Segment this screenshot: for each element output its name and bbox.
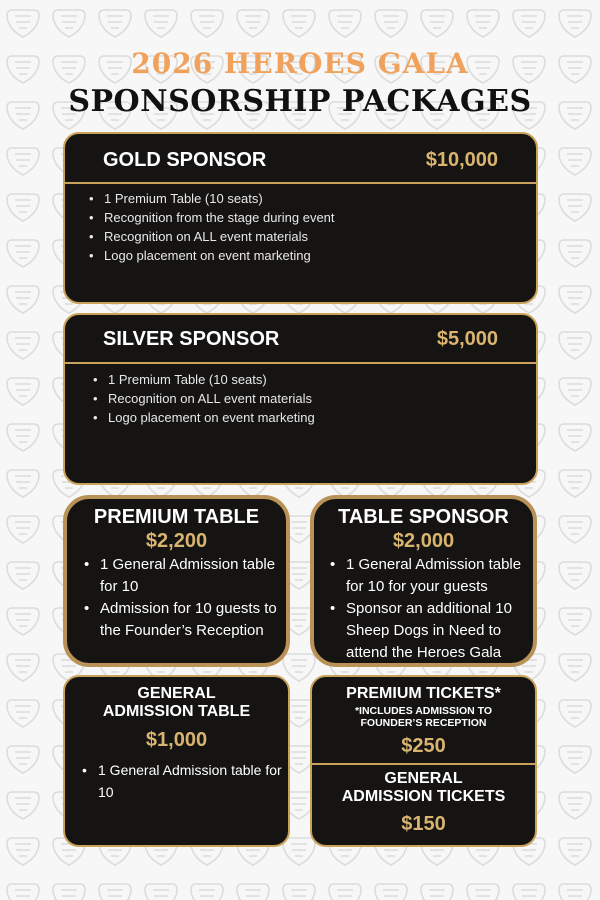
table-sponsor-card [310,495,537,667]
list-item: • Sponsor an additional 10 Sheep Dogs in Need to attend the Heroes Gala [330,598,535,664]
note-line: *INCLUDES ADMISSION TO [354,705,493,717]
silver-sponsor-card [63,313,538,485]
premium-tickets-note [312,705,535,729]
package-name: PREMIUM TABLE [93,506,260,528]
premium-tickets-name: PREMIUM TICKETS* [346,685,501,702]
package-price: $1,000 [145,729,208,751]
list-item: • Recognition from the stage during event [89,208,335,227]
package-name: TABLE SPONSOR [338,506,509,528]
event-title: 2026 HEROES GALA [131,47,469,80]
list-item: • Recognition on ALL event materials [89,227,335,246]
name-line: ADMISSION TICKETS [341,788,506,805]
list-item: • Admission for 10 guests to the Founder’s Reception [84,598,289,642]
list-item: • Recognition on ALL event materials [93,389,315,408]
package-name: GOLD SPONSOR [103,149,267,171]
benefit-list [93,370,315,427]
list-item: • 1 General Admission table for 10 [82,759,287,803]
list-item: • Logo placement on event marketing [93,408,315,427]
note-line: FOUNDER’S RECEPTION [360,717,487,729]
benefit-list [330,554,535,664]
package-name [65,685,288,721]
premium-tickets-price: $250 [401,735,446,757]
package-name-line: GENERAL [137,685,216,702]
tickets-card [310,675,537,847]
premium-table-card [63,495,290,667]
list-item: • 1 Premium Table (10 seats) [93,370,315,389]
page-title: SPONSORSHIP PACKAGES [68,84,532,119]
divider [312,763,535,765]
package-price: $2,200 [145,530,208,552]
general-admission-table-card [63,675,290,847]
general-tickets-price: $150 [401,813,446,835]
benefit-list [89,189,335,265]
list-item: • 1 General Admission table for 10 [84,554,289,598]
list-item: • 1 Premium Table (10 seats) [89,189,335,208]
package-price: $10,000 [425,149,498,171]
gold-sponsor-card [63,132,538,304]
divider [65,182,536,184]
list-item: • 1 General Admission table for 10 for your guests [330,554,535,598]
divider [65,362,536,364]
name-line: GENERAL [384,770,463,787]
package-price: $2,000 [392,530,455,552]
package-price: $5,000 [436,328,498,350]
package-name-line: ADMISSION TABLE [102,703,251,720]
general-tickets-name [312,770,535,806]
package-name: SILVER SPONSOR [103,328,280,350]
benefit-list [84,554,289,642]
benefit-list [82,759,287,803]
list-item: • Logo placement on event marketing [89,246,335,265]
